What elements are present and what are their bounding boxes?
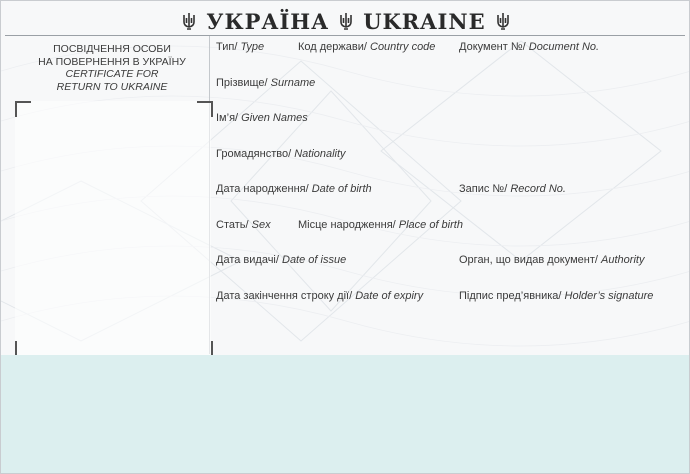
field-sex: Стать/ Sex (216, 219, 271, 231)
field-authority: Орган, що видав документ/ Authority (459, 254, 645, 266)
title-ukrainian: УКРАЇНА (206, 8, 330, 34)
trident-icon (182, 12, 196, 30)
field-type: Тип/ Type (216, 41, 265, 53)
certificate-line-ua-2: НА ПОВЕРНЕННЯ В УКРАЇНУ (38, 55, 186, 68)
title-english: UKRAINE (363, 8, 486, 34)
field-date-of-expiry: Дата закінчення строку дії/ Date of expiry (216, 290, 424, 302)
certificate-line-ua-1: ПОСВІДЧЕННЯ ОСОБИ (53, 43, 171, 55)
field-date-of-birth: Дата народження/ Date of birth (216, 183, 372, 195)
trident-icon (339, 12, 353, 30)
trident-icon (496, 12, 510, 30)
field-place-of-birth: Місце народження/ Place of birth (298, 219, 463, 231)
document-header (1, 7, 690, 35)
header-divider (5, 35, 685, 36)
photo-corner-mark (15, 101, 31, 117)
field-given-names: Ім’я/ Given Names (216, 112, 308, 124)
field-date-of-issue: Дата видачі/ Date of issue (216, 254, 347, 266)
field-holder-signature: Підпис пред’явника/ Holder’s signature (459, 290, 654, 302)
photo-corner-mark (197, 101, 213, 117)
certificate-line-en-1: CERTIFICATE FOR (65, 68, 159, 80)
field-nationality: Громадянство/ Nationality (216, 148, 346, 160)
field-country-code: Код держави/ Country code (298, 41, 436, 53)
field-surname: Прізвище/ Surname (216, 77, 316, 89)
photo-area (15, 101, 211, 355)
machine-readable-zone (1, 355, 690, 474)
certificate-title (17, 43, 207, 93)
field-document-no: Документ №/ Document No. (459, 41, 600, 53)
field-record-no: Запис №/ Record No. (459, 183, 566, 195)
certificate-line-en-2: RETURN TO UKRAINE (56, 80, 168, 93)
